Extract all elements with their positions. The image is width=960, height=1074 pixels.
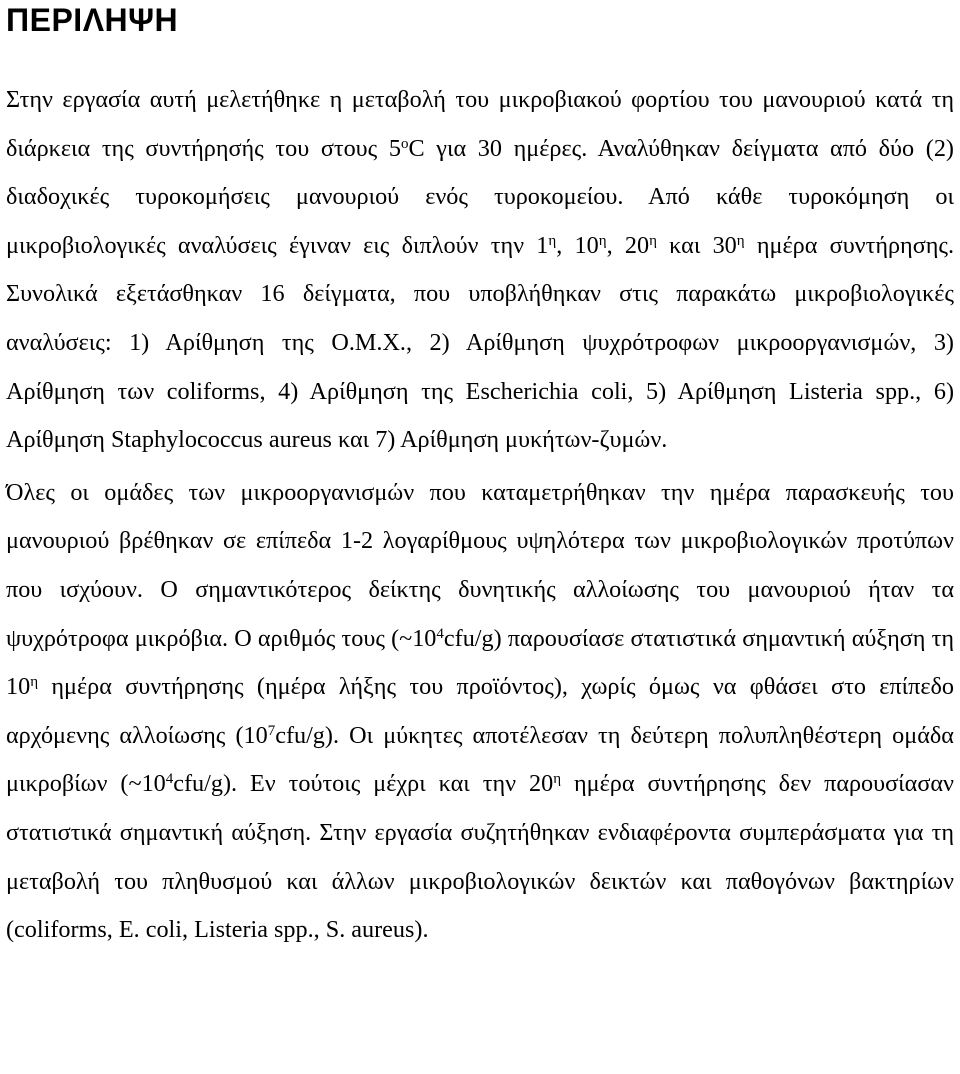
superscript: 4 — [165, 771, 174, 788]
document-page — [6, 0, 954, 955]
text-run: ημέρα συντήρησης (ημέρα λήξης του προϊόντος), χωρίς όμως να φθάσει στο επίπεδο αρχόμενης αλλοίωσης (10 — [6, 673, 954, 749]
text-run: , 20 — [606, 231, 650, 259]
superscript: η — [736, 232, 745, 249]
text-run: Στην εργασία αυτή μελετήθηκε η μεταβολή του μικροβιακού φορτίου του μανουριού κατά τη διάρκεια της συντήρησής του στους 5 — [6, 86, 954, 162]
superscript: η — [598, 232, 607, 249]
page-title: ΠΕΡΙΛΗΨΗ — [6, 2, 179, 38]
text-run: C για 30 ημέρες. Αναλύθηκαν δείγματα από δύο (2) διαδοχικές τυροκομήσεις μανουριού ενός τυροκομείου. Από κάθε τυροκόμηση οι μικροβιολογικές αναλύσεις έγιναν εις διπλούν την 1 — [6, 134, 954, 259]
text-run: , 10 — [556, 231, 599, 259]
text-run: ημέρα συντήρησης δεν παρουσίασαν στατιστικά σημαντική αύξηση. Στην εργασία συζητήθηκαν ενδιαφέροντα συμπεράσματα για τη μεταβολή του πληθυσμού και άλλων μικροβιολογικών δεικτών και παθογόνων βακτηρίων (coliforms, E. coli, Listeria spp., S. aureus). — [6, 770, 954, 944]
abstract-paragraph-2 — [6, 469, 954, 955]
superscript: 7 — [267, 722, 276, 739]
text-run: cfu/g). Εν τούτοις μέχρι και την 20 — [173, 770, 554, 798]
text-run: cfu/g) παρουσίασε στατιστικά σημαντική αύξηση τη 10 — [6, 624, 954, 701]
abstract-paragraph-1 — [6, 76, 954, 465]
superscript: η — [548, 232, 557, 249]
superscript: 4 — [436, 625, 444, 642]
superscript: η — [553, 771, 562, 788]
text-run: και 30 — [656, 231, 737, 259]
text-run: ημέρα συντήρησης. Συνολικά εξετάσθηκαν 16 δείγματα, που υποβλήθηκαν στις παρακάτω μικροβιολογικές αναλύσεις: 1) Αρίθμηση της Ο.Μ.Χ., 2) Αρίθμηση ψυχρότροφων μικροοργανισμών, 3) Αρίθμηση των coliforms, 4) Αρίθμηση της Escherichia coli, 5) Αρίθμηση Listeria spp., 6) Αρίθμηση Staphylococcus aureus και 7) Αρίθμηση μυκήτων-ζυμών. — [6, 231, 955, 454]
text-run: cfu/g). Οι μύκητες αποτέλεσαν τη δεύτερη πολυπληθέστερη ομάδα μικροβίων (~10 — [6, 721, 954, 798]
superscript: ο — [400, 135, 409, 152]
text-run: Όλες οι ομάδες των μικροοργανισμών που καταμετρήθηκαν την ημέρα παρασκευής του μανουριού βρέθηκαν σε επίπεδα 1-2 λογαρίθμους υψηλότερα των μικροβιολογικών προτύπων που ισχύουν. Ο σημαντικότερος δείκτης δυνητικής αλλοίωσης του μανουριού ήταν τα ψυχρότροφα μικρόβια. Ο αριθμός τους (~10 — [6, 478, 954, 652]
superscript: η — [30, 673, 39, 690]
superscript: η — [649, 232, 657, 249]
